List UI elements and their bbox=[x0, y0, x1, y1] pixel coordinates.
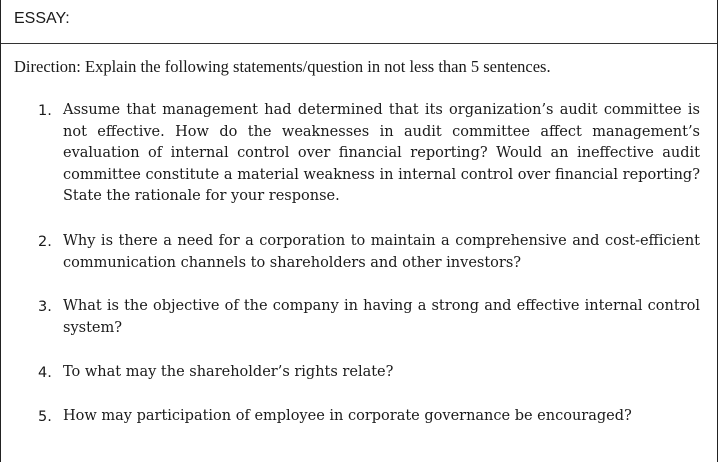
question-number: 3. bbox=[38, 299, 52, 315]
question-text: What is the objective of the company in having a strong and effective internal control system? bbox=[63, 298, 700, 336]
direction-text: Direction: Explain the following statements/question in not less than 5 sentences. bbox=[14, 57, 551, 76]
question-item-3 bbox=[38, 296, 700, 339]
essay-title: ESSAY: bbox=[14, 10, 70, 27]
question-number: 5. bbox=[38, 409, 52, 425]
question-number: 2. bbox=[38, 234, 52, 250]
question-item-1 bbox=[38, 100, 700, 208]
question-text: To what may the shareholder’s rights relate? bbox=[63, 364, 394, 380]
question-item-4 bbox=[38, 362, 700, 384]
question-text: How may participation of employee in corporate governance be encouraged? bbox=[63, 408, 632, 424]
question-number: 1. bbox=[38, 103, 52, 119]
question-item-5 bbox=[38, 406, 700, 428]
question-text: Assume that management had determined that its organization’s audit committee is not effective. How do the weaknesses in audit committee affect management’s evaluation of internal control over financial reporting? Would an ineffective audit committee constitute a material weakness in internal control over financial reporting? State the rationale for your response. bbox=[63, 102, 700, 205]
question-number: 4. bbox=[38, 365, 52, 381]
header-divider bbox=[1, 43, 717, 44]
question-text: Why is there a need for a corporation to maintain a comprehensive and cost-efficient communication channels to shareholders and other investors? bbox=[63, 233, 700, 271]
question-item-2 bbox=[38, 231, 700, 274]
